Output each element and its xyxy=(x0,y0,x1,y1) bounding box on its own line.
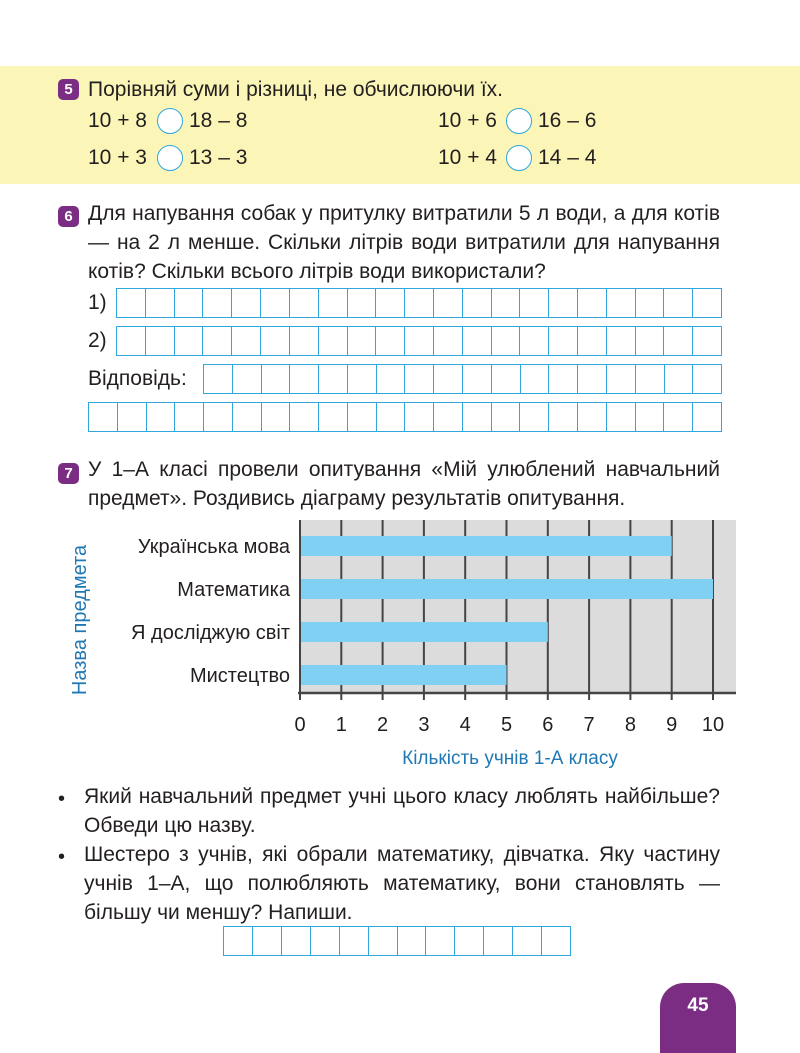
bar xyxy=(301,536,672,556)
bar xyxy=(301,665,507,685)
tick-label: 10 xyxy=(701,714,725,736)
task5-expr-1-left: 10 + 8 xyxy=(88,109,147,132)
tick-label: 8 xyxy=(624,714,636,736)
tick-label: 9 xyxy=(666,714,678,736)
solution-line-2-label: 2) xyxy=(88,329,107,352)
tick-label: 3 xyxy=(418,714,430,736)
solution-line-1-label: 1) xyxy=(88,291,107,314)
task5-prompt: Порівняй суми і різниці, не обчислюючи їх. xyxy=(88,78,503,101)
grid-cell[interactable] xyxy=(542,927,571,956)
grid-cell[interactable] xyxy=(484,927,513,956)
question-2: Шестеро з учнів, які обрали математику, дівчатка. Яку частину учнів 1–А, що полюбляють математику, вони становлять — більшу чи меншу? Напиши. xyxy=(84,843,720,924)
category-label: Українська мова xyxy=(137,536,290,558)
grid-cell[interactable] xyxy=(311,927,340,956)
grid-cell[interactable] xyxy=(224,927,253,956)
category-label: Мистецтво xyxy=(189,665,290,687)
task5-expr-2-left: 10 + 6 xyxy=(438,109,497,132)
answer-label: Відповідь: xyxy=(88,367,187,390)
grid-cell[interactable] xyxy=(282,927,311,956)
task5-expr-1-right: 18 – 8 xyxy=(189,109,248,132)
task6-number-badge: 6 xyxy=(58,206,79,227)
task5-expr-2-right: 16 – 6 xyxy=(538,109,597,132)
tick-label: 6 xyxy=(542,714,554,736)
answer-grid-3[interactable] xyxy=(223,926,571,956)
task7-text: У 1–А класі провели опитування «Мій улюблений навчальний предмет». Роздивись діаграму результатів опитування. xyxy=(88,458,720,510)
grid-cell[interactable] xyxy=(398,927,427,956)
tick-label: 1 xyxy=(335,714,347,736)
grid-cell[interactable] xyxy=(455,927,484,956)
tick-label: 2 xyxy=(377,714,389,736)
grid-cell[interactable] xyxy=(369,927,398,956)
tick-label: 7 xyxy=(583,714,595,736)
category-label: Я досліджую світ xyxy=(131,622,290,644)
bar xyxy=(301,622,548,642)
bar xyxy=(301,579,713,599)
tick-label: 4 xyxy=(459,714,471,736)
task7-number-badge: 7 xyxy=(58,463,79,484)
x-axis-label: Кількість учнів 1-А класу xyxy=(402,748,618,769)
grid-cell[interactable] xyxy=(340,927,369,956)
page-number: 45 xyxy=(660,983,736,1053)
task5-number-badge: 5 xyxy=(58,79,79,100)
grid-cell[interactable] xyxy=(426,927,455,956)
category-label: Математика xyxy=(177,579,290,601)
bullet-1: • xyxy=(58,788,66,810)
bullet-2: • xyxy=(58,846,66,868)
y-axis-label: Назва предмета xyxy=(69,544,91,696)
grid-cell[interactable] xyxy=(253,927,282,956)
tick-label: 0 xyxy=(294,714,306,736)
question-1: Який навчальний предмет учні цього класу люблять найбільше? Обведи цю назву. xyxy=(84,785,720,837)
task6-text: Для напування собак у притулку витратили 5 л води, а для котів — на 2 л менше. Скільки літрів води витратили для напування котів? Скільки всього літрів води використали? xyxy=(88,202,720,283)
grid-cell[interactable] xyxy=(513,927,542,956)
task5-expr-4-right: 14 – 4 xyxy=(538,146,597,169)
task5-expr-3-right: 13 – 3 xyxy=(189,146,248,169)
task5-expr-3-left: 10 + 3 xyxy=(88,146,147,169)
tick-label: 5 xyxy=(500,714,513,736)
task5-expr-4-left: 10 + 4 xyxy=(438,146,497,169)
